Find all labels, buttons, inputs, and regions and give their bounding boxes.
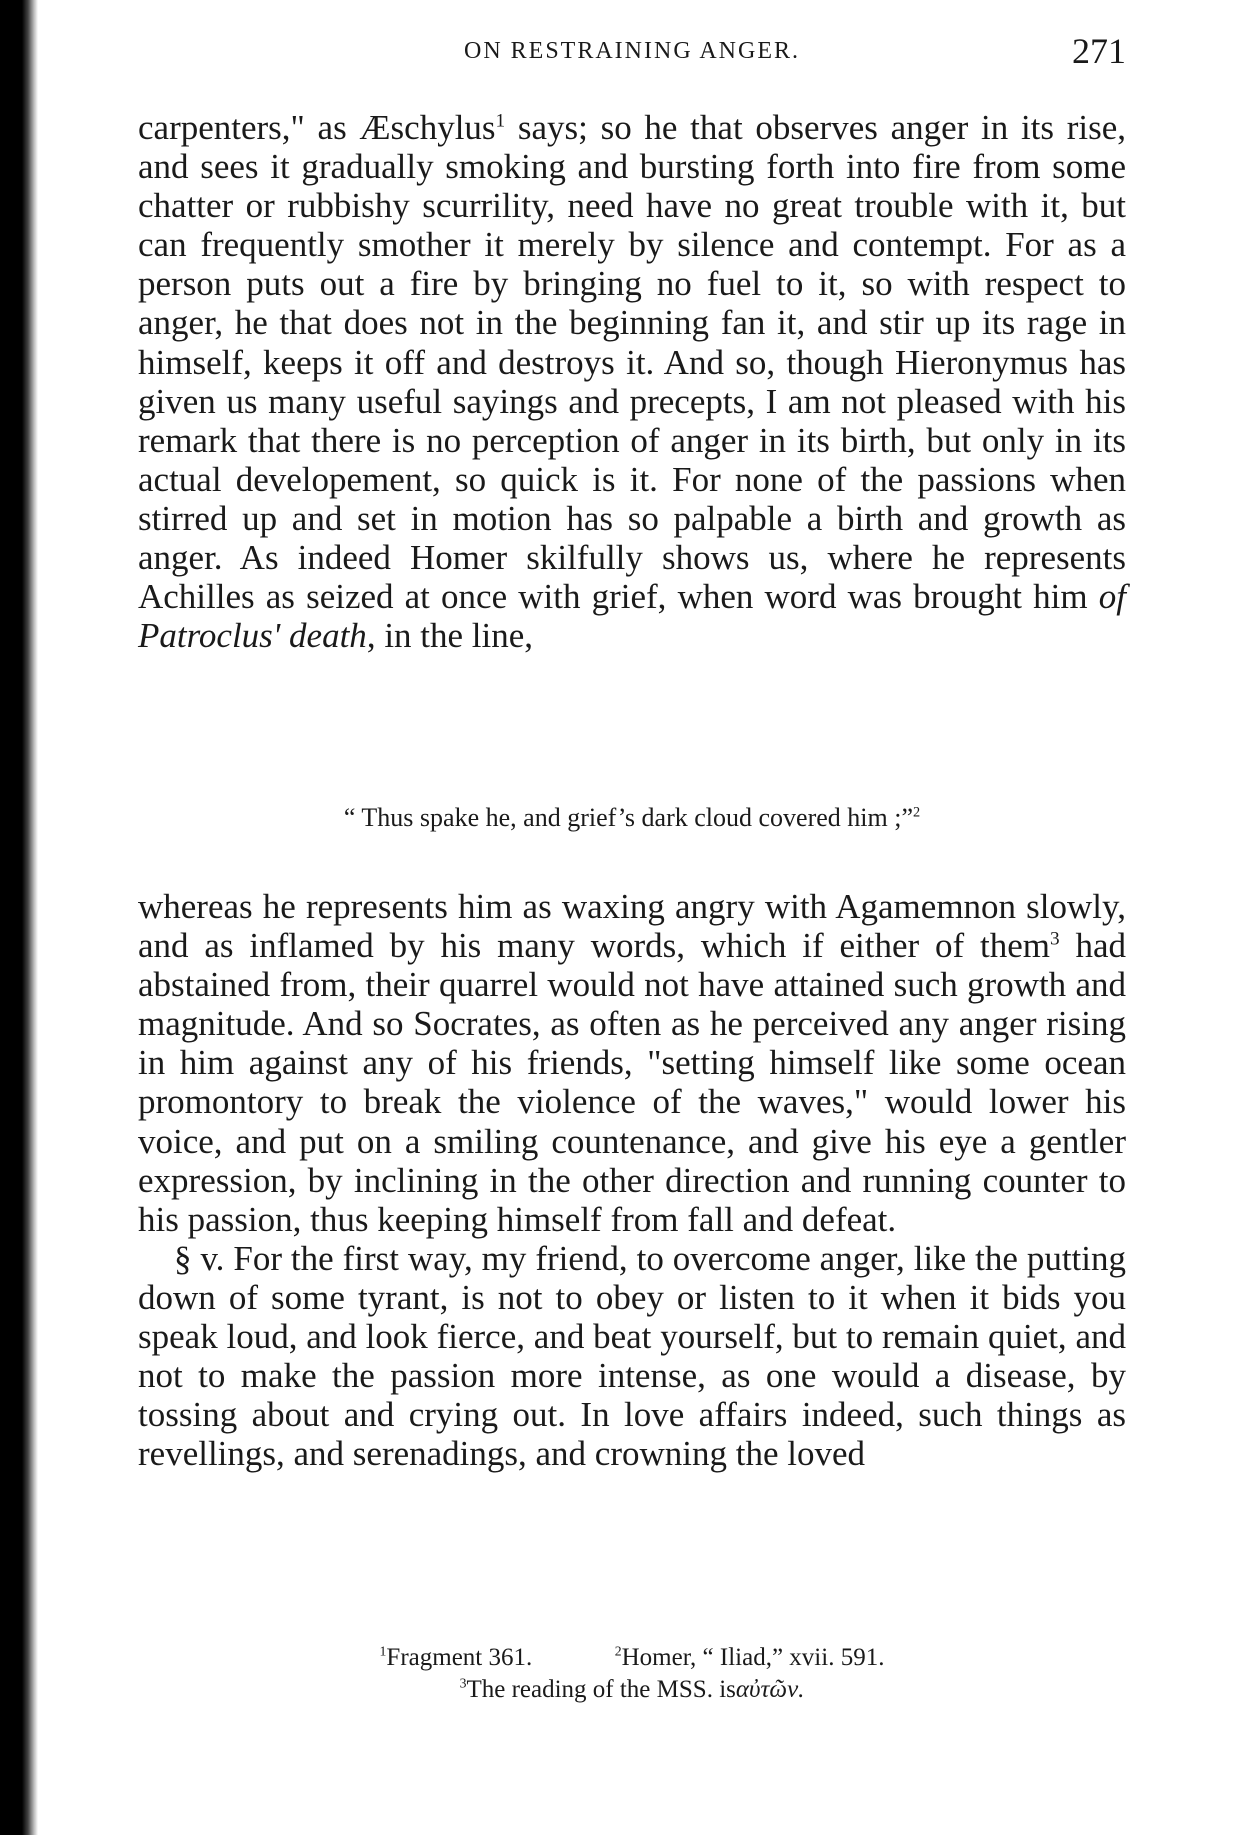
footnote-row xyxy=(138,1674,1126,1706)
paragraph-text: carpenters," as Æschylus xyxy=(138,108,496,147)
greek-word: αὐτῶν. xyxy=(735,1676,805,1703)
footnote-2 xyxy=(615,1642,885,1674)
footnotes xyxy=(138,1642,1126,1706)
footnote-number: 3 xyxy=(459,1675,467,1691)
block-quote xyxy=(138,803,1126,833)
footnote-text: Homer, “ Iliad,” xvii. 591. xyxy=(621,1644,885,1671)
footnote-ref-3: 3 xyxy=(1049,928,1060,950)
page-edge-shadow xyxy=(0,0,38,1835)
page-number: 271 xyxy=(1072,31,1126,71)
paragraph-text: whereas he represents him as waxing angry with Agamemnon slowly, and as inflamed by his many words, which if either of them xyxy=(138,887,1126,966)
paragraph-text: says; so he that observes anger in its rise, and sees it gradually smoking and bursting forth into fire from some chatter or rubbishy scurrility, need have no great trouble with it, but can frequently smother it merely by silence and contempt. For as a person puts out a fire by bringing no fuel to it, so with respect to anger, he that does not in the beginning fan it, and stir up its rage in himself, keeps it off and destroys it. And so, though Hieronymus has given us many useful sayings and precepts, I am not pleased with his remark that there is no perception of anger in its birth, but only in its actual developement, so quick is it. For none of the passions when stirred up and set in motion has so palpable a birth and growth as anger. As indeed Homer skilfully shows us, where he represents Achilles as seized at once with grief, when word was brought him xyxy=(138,108,1127,617)
footnote-ref-2: 2 xyxy=(913,804,921,821)
page-header xyxy=(138,30,1126,80)
paragraph-2 xyxy=(138,887,1126,1473)
footnote-row xyxy=(138,1642,1126,1674)
footnote-text: The reading of the MSS. is xyxy=(466,1676,736,1703)
paragraph-3: § v. For the first way, my friend, to overcome anger, like the putting down of some tyrant, is not to obey or listen to it when it bids you speak loud, and look fierce, and beat yourself, but to remain quiet, and not to make the passion more intense, as one would a disease, by tossing about and crying out. In love affairs indeed, such things as revellings, and serenadings, and crowning the loved xyxy=(138,1238,1126,1474)
paragraph-text: had abstained from, their quarrel would not have attained such growth and magnitude. And so Socrates, as often as he perceived any anger rising in him against any of his friends, "setting himself like some ocean promontory to break the violence of the waves," would lower his voice, and put on a smiling countenance, and give his eye a gentler expression, by inclining in the other direction and running counter to his passion, thus keeping himself from fall and defeat. xyxy=(138,926,1126,1239)
paragraph-text: , in the line, xyxy=(366,616,534,656)
footnote-text: Fragment 361. xyxy=(386,1644,533,1671)
footnote-number: 1 xyxy=(379,1643,387,1659)
quote-text: “ Thus spake he, and grief’s dark cloud covered him ;” xyxy=(343,803,913,832)
italic-phrase: of Patroclus' death xyxy=(138,577,1126,656)
footnote-ref-1: 1 xyxy=(495,110,506,132)
paragraph-1 xyxy=(138,108,1126,655)
footnote-number: 2 xyxy=(614,1643,622,1659)
footnote-1 xyxy=(380,1642,533,1674)
running-title: ON RESTRAINING ANGER. xyxy=(464,38,800,64)
footnote-3 xyxy=(460,1674,805,1706)
